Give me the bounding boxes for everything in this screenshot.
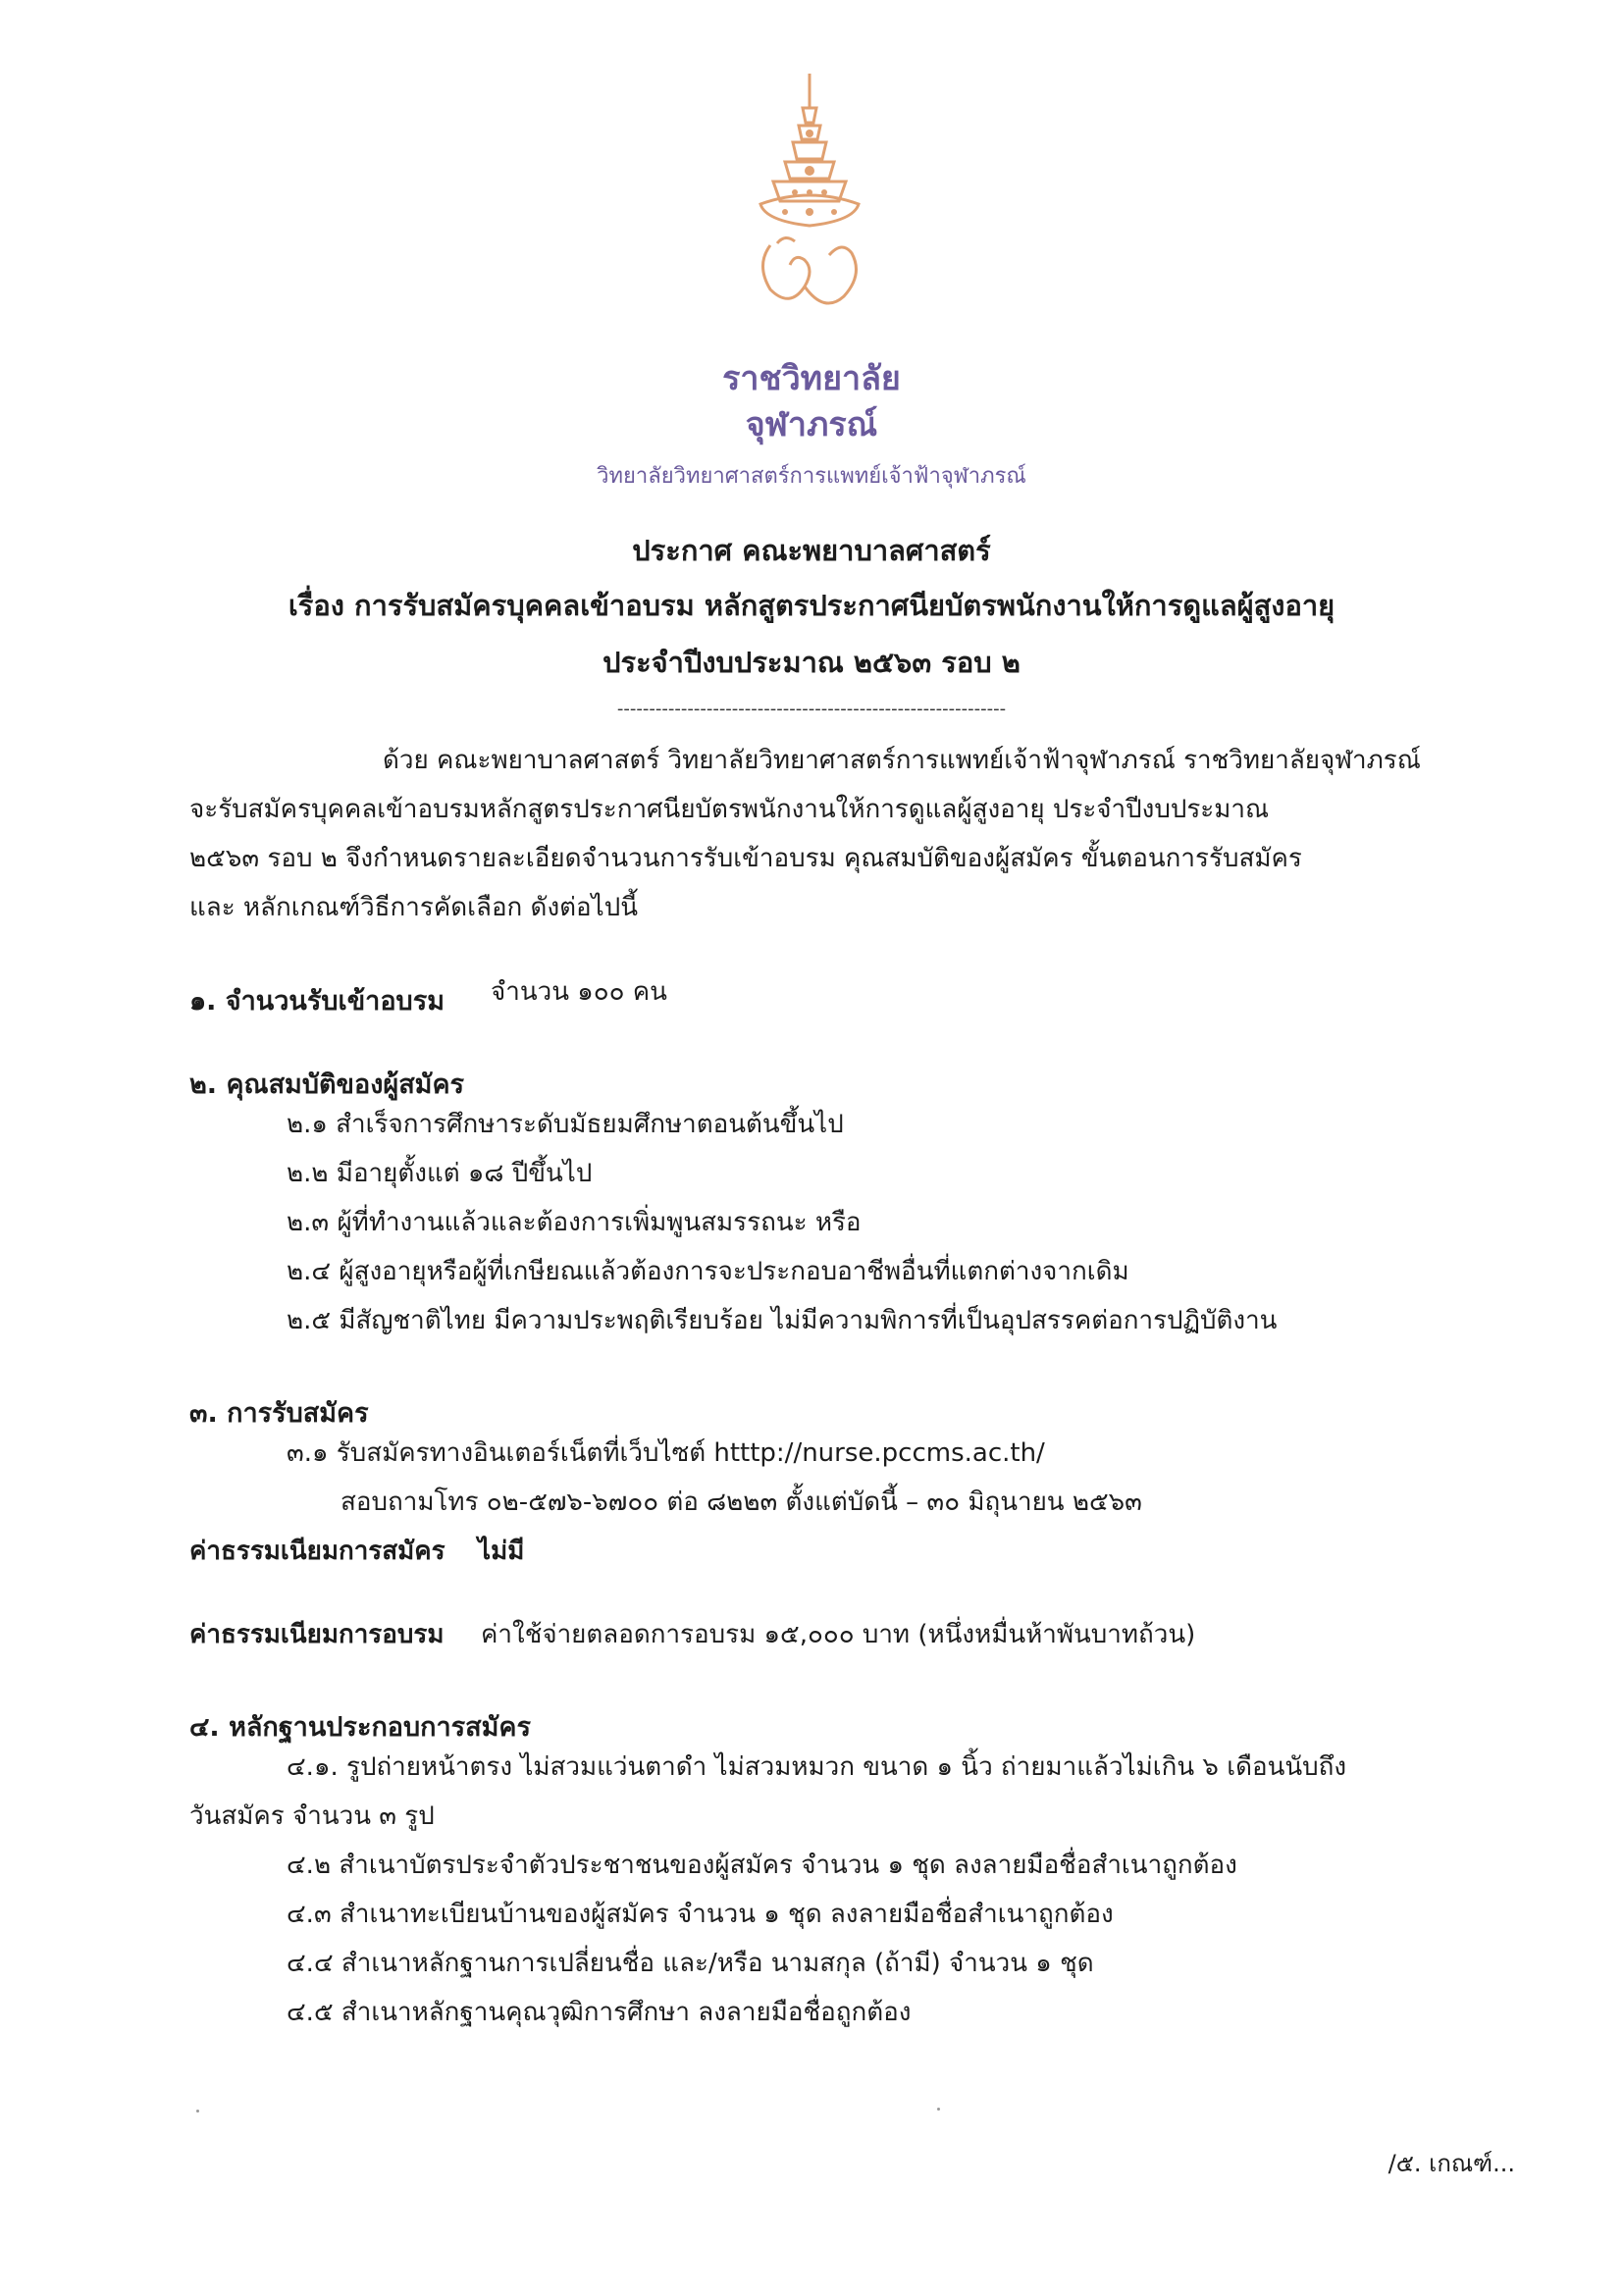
announcement-title: ประกาศ คณะพยาบาลศาสตร์: [632, 534, 991, 567]
section-4-item: ๔.๔ สำเนาหลักฐานการเปลี่ยนชื่อ และ/หรือ นามสกุล (ถ้ามี) จำนวน ๑ ชุด: [287, 1949, 1094, 1978]
section-4-item: ๔.๑. รูปถ่ายหน้าตรง ไม่สวมแว่นตาดำ ไม่สวมหมวก ขนาด ๑ นิ้ว ถ่ายมาแล้วไม่เกิน ๖ เดือนนับถึง: [287, 1752, 1347, 1782]
fee-train-value: ค่าใช้จ่ายตลอดการอบรม ๑๕,๐๐๐ บาท (หนึ่งหมื่นห้าพันบาทถ้วน): [481, 1620, 1196, 1649]
fee-train-label: ค่าธรรมเนียมการอบรม: [189, 1620, 445, 1649]
section-2-item: ๒.๓ ผู้ที่ทำงานแล้วและต้องการเพิ่มพูนสมรรถนะ หรือ: [287, 1208, 862, 1237]
section-2-item: ๒.๑ สำเร็จการศึกษาระดับมัธยมศึกษาตอนต้นขึ้นไป: [287, 1110, 844, 1139]
page-continuation: /๕. เกณฑ์...: [1387, 2150, 1515, 2177]
section-3-heading: ๓. การรับสมัคร: [189, 1398, 369, 1429]
section-4-item: ๔.๕ สำเนาหลักฐานคุณวุฒิการศึกษา ลงลายมือชื่อถูกต้อง: [287, 1998, 912, 2027]
title-divider: -------------------------------------------------------------: [616, 699, 1007, 719]
section-4-item: ๔.๓ สำเนาทะเบียนบ้านของผู้สมัคร จำนวน ๑ ชุด ลงลายมือชื่อสำเนาถูกต้อง: [287, 1900, 1114, 1929]
section-3-item-website: ๓.๑ รับสมัครทางอินเตอร์เน็ตที่เว็บไซต์ htttp://nurse.pccms.ac.th/: [287, 1438, 1045, 1468]
intro-line-4: และ หลักเกณฑ์วิธีการคัดเลือก ดังต่อไปนี้: [189, 893, 638, 922]
intro-line-3: ๒๕๖๓ รอบ ๒ จึงกำหนดรายละเอียดจำนวนการรับเข้าอบรม คุณสมบัติของผู้สมัคร ขั้นตอนการรับสมัคร: [189, 844, 1302, 873]
announcement-year: ประจำปีงบประมาณ ๒๕๖๓ รอบ ๒: [602, 646, 1021, 679]
scan-speck: [937, 2108, 940, 2111]
section-1-value: จำนวน ๑๐๐ คน: [491, 977, 667, 1007]
logo-subtitle: วิทยาลัยวิทยาศาสตร์การแพทย์เจ้าฟ้าจุฬาภรณ์: [597, 464, 1026, 489]
fee-apply-label: ค่าธรรมเนียมการสมัคร: [189, 1537, 445, 1566]
scan-speck: [196, 2110, 199, 2113]
section-3-item-contact: สอบถามโทร ๐๒-๕๗๖-๖๗๐๐ ต่อ ๘๒๒๓ ตั้งแต่บัดนี้ – ๓๐ มิถุนายน ๒๕๖๓: [340, 1487, 1142, 1517]
intro-line-2: จะรับสมัครบุคคลเข้าอบรมหลักสูตรประกาศนียบัตรพนักงานให้การดูแลผู้สูงอายุ ประจำปีงบประมาณ: [189, 795, 1270, 824]
section-4-heading: ๔. หลักฐานประกอบการสมัคร: [189, 1712, 531, 1743]
royal-crown-logo-icon: [716, 69, 903, 334]
logo-text-line-2: จุฬาภรณ์: [745, 405, 878, 444]
section-2-item: ๒.๕ มีสัญชาติไทย มีความประพฤติเรียบร้อย ไม่มีความพิการที่เป็นอุปสรรคต่อการปฏิบัติงาน: [287, 1306, 1278, 1335]
section-2-heading: ๒. คุณสมบัติของผู้สมัคร: [189, 1070, 465, 1100]
section-2-item: ๒.๔ ผู้สูงอายุหรือผู้ที่เกษียณแล้วต้องการจะประกอบอาชีพอื่นที่แตกต่างจากเดิม: [287, 1257, 1129, 1286]
announcement-subject: เรื่อง การรับสมัครบุคคลเข้าอบรม หลักสูตรประกาศนียบัตรพนักงานให้การดูแลผู้สูงอายุ: [288, 589, 1335, 622]
section-2-item: ๒.๒ มีอายุตั้งแต่ ๑๘ ปีขึ้นไป: [287, 1159, 593, 1188]
section-4-item-continuation: วันสมัคร จำนวน ๓ รูป: [189, 1801, 435, 1831]
logo-text-line-1: ราชวิทยาลัย: [722, 359, 901, 398]
section-1-heading: ๑. จำนวนรับเข้าอบรม: [189, 986, 445, 1017]
fee-apply-value: ไม่มี: [478, 1537, 525, 1566]
intro-line-1: ด้วย คณะพยาบาลศาสตร์ วิทยาลัยวิทยาศาสตร์การแพทย์เจ้าฟ้าจุฬาภรณ์ ราชวิทยาลัยจุฬาภรณ์: [383, 746, 1421, 775]
section-4-item: ๔.๒ สำเนาบัตรประจำตัวประชาชนของผู้สมัคร จำนวน ๑ ชุด ลงลายมือชื่อสำเนาถูกต้อง: [287, 1851, 1237, 1880]
